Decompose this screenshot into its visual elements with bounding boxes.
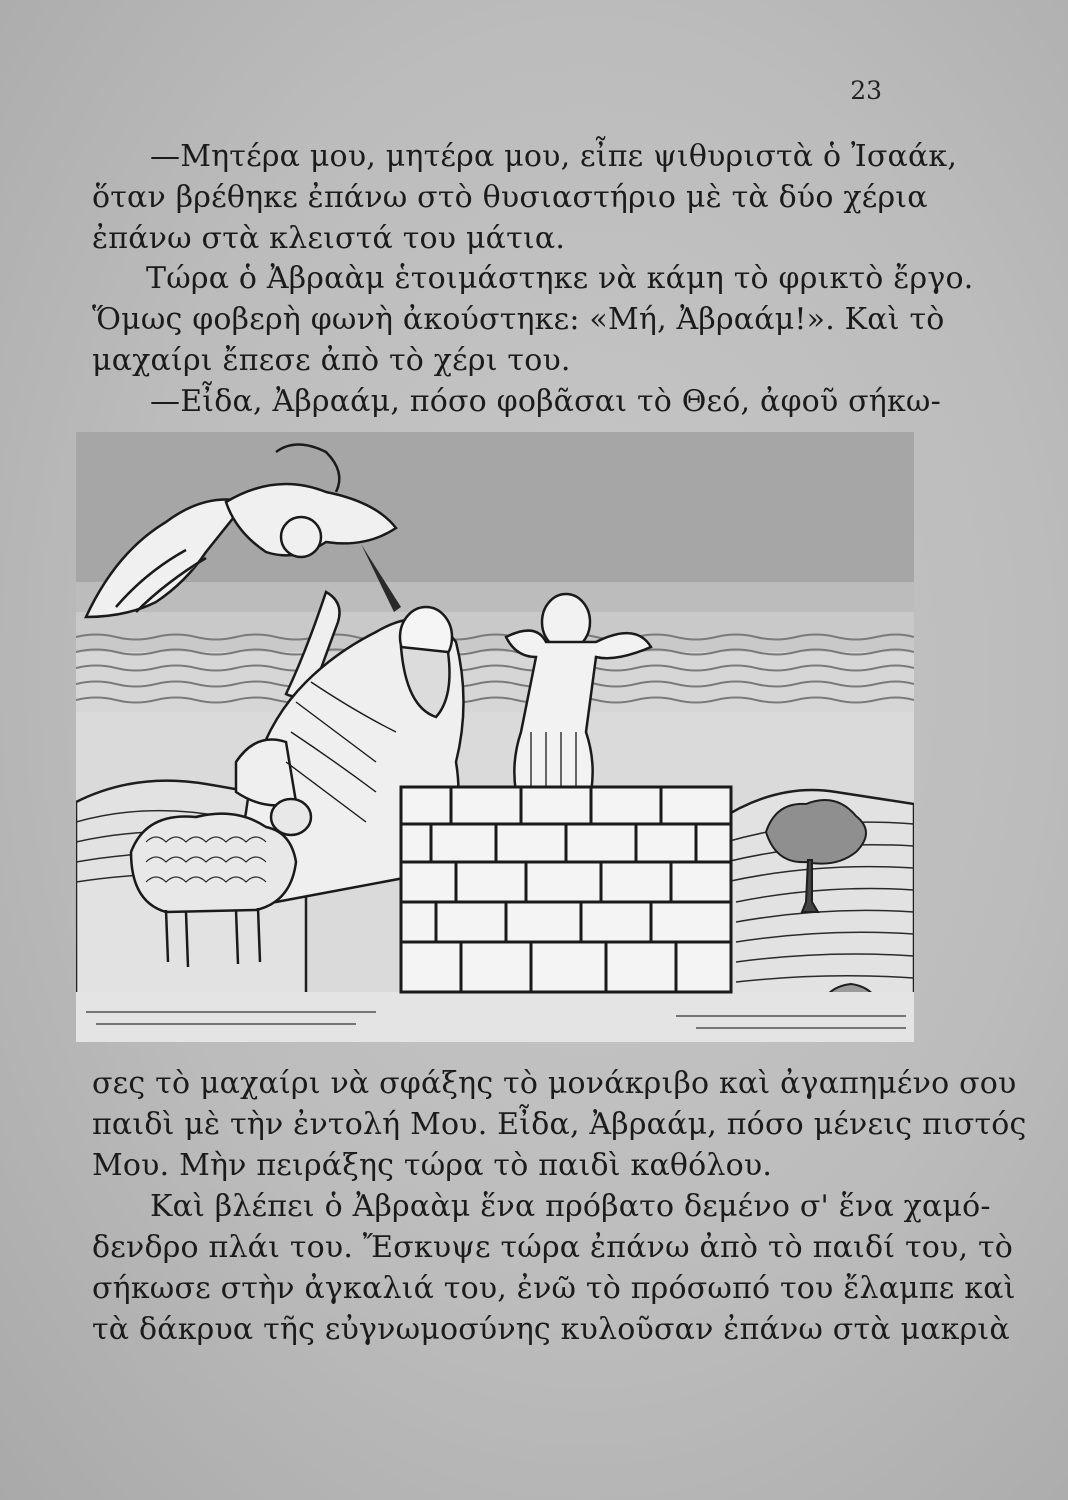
text-line: —Μητέρα μου, μητέρα μου, εἶπε ψιθυριστὰ ὁ Ἰσαάκ, (150, 139, 958, 174)
text-line: δενδρο πλάι του. Ἔσκυψε τώρα ἐπάνω ἀπὸ τὸ παιδί του, τὸ (92, 1230, 1014, 1265)
sacrifice-of-isaac-image (76, 432, 914, 1042)
text-line: Ὅμως φοβερὴ φωνὴ ἀκούστηκε: «Μή, Ἀβραάμ!». Καὶ τὸ (92, 302, 945, 337)
text-line: Καὶ βλέπει ὁ Ἀβραὰμ ἕνα πρόβατο δεμένο σ' ἕνα χαμό- (150, 1189, 991, 1224)
text-line: Τώρα ὁ Ἀβραὰμ ἑτοιμάστηκε νὰ κάμη τὸ φρικτὸ ἔργο. (146, 261, 974, 296)
text-line: Μου. Μὴν πειράξης τώρα τὸ παιδὶ καθόλου. (92, 1148, 773, 1183)
text-line: μαχαίρι ἔπεσε ἀπὸ τὸ χέρι του. (92, 343, 571, 378)
text-line: τὰ δάκρυα τῆς εὐγνωμοσύνης κυλοῦσαν ἐπάνω στὰ μακριὰ (92, 1312, 1010, 1347)
text-line: σες τὸ μαχαίρι νὰ σφάξης τὸ μονάκριβο καὶ ἀγαπημένο σου (92, 1066, 1017, 1101)
text-line: —Εἶδα, Ἀβραάμ, πόσο φοβᾶσαι τὸ Θεό, ἀφοῦ σήκω- (150, 384, 941, 419)
page-number: 23 (850, 76, 882, 105)
text-line: ἐπάνω στὰ κλειστά του μάτια. (92, 221, 566, 256)
woodcut-illustration (76, 432, 914, 1042)
text-line: παιδὶ μὲ τὴν ἐντολή Μου. Εἶδα, Ἀβραάμ, πόσο μένεις πιστός (92, 1107, 1027, 1142)
text-line: ὅταν βρέθηκε ἐπάνω στὸ θυσιαστήριο μὲ τὰ δύο χέρια (92, 180, 928, 215)
text-line: σήκωσε στὴν ἀγκαλιά του, ἐνῶ τὸ πρόσωπό του ἔλαμπε καὶ (92, 1271, 1016, 1306)
